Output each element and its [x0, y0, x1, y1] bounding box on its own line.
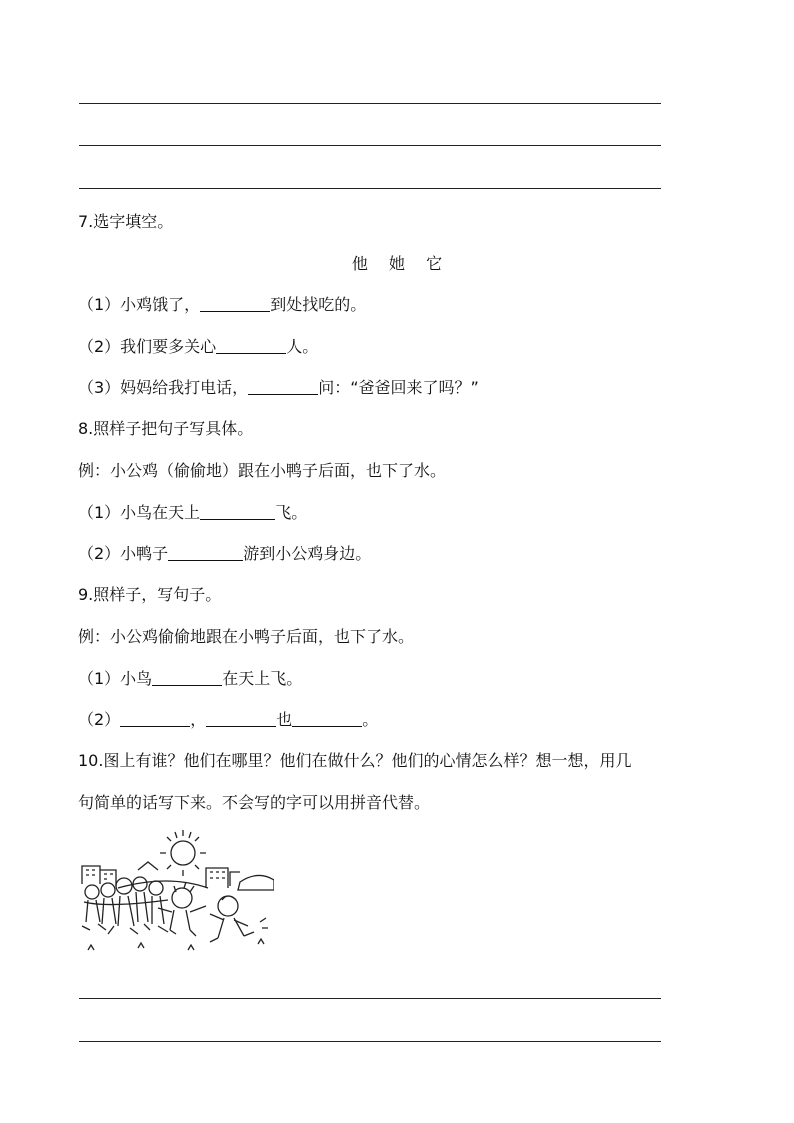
q10-prompt-line-1: 10.图上有谁？他们在哪里？他们在做什么？他们的心情怎么样？想一想，用几 — [78, 751, 632, 770]
q8-item-2: （2）小鸭子 游到小公鸡身边。 — [78, 544, 372, 563]
fill-blank[interactable] — [292, 710, 362, 727]
q8-heading: 8.照样子把句子写具体。 — [78, 419, 254, 438]
q7-item-3: （3）妈妈给我打电话， 问：“爸爸回来了吗？” — [78, 378, 479, 397]
q9-example: 例：小公鸡偷偷地跟在小鸭子后面，也下了水。 — [78, 627, 415, 646]
q9-item-2: （2） ， 也 。 — [78, 710, 379, 729]
fill-blank[interactable] — [216, 337, 286, 354]
choice-word: 他 — [351, 254, 368, 273]
fill-blank[interactable] — [206, 710, 276, 727]
q9-heading: 9.照样子，写句子。 — [78, 585, 222, 604]
q7-item-1: （1）小鸡饿了， 到处找吃的。 — [78, 295, 367, 314]
answer-line[interactable] — [79, 188, 661, 189]
fill-blank[interactable] — [152, 669, 222, 686]
q7-item-2: （2）我们要多关心 人。 — [78, 337, 319, 356]
answer-line[interactable] — [79, 103, 661, 104]
fill-blank[interactable] — [200, 503, 275, 520]
q7-heading: 7.选字填空。 — [78, 212, 174, 231]
q8-item-1: （1）小鸟在天上 飞。 — [78, 503, 308, 522]
choice-word: 她 — [388, 254, 405, 273]
fill-blank[interactable] — [120, 710, 190, 727]
q7-choices — [0, 253, 794, 275]
q8-example: 例：小公鸡（偷偷地）跟在小鸭子后面，也下了水。 — [78, 461, 447, 480]
fill-blank[interactable] — [168, 544, 243, 561]
fill-blank[interactable] — [248, 378, 318, 395]
choice-word: 它 — [426, 254, 443, 273]
answer-line[interactable] — [79, 145, 661, 146]
sun-icon — [171, 841, 195, 865]
children-playing-illustration — [78, 826, 274, 962]
answer-line[interactable] — [79, 998, 661, 999]
q10-prompt-line-2: 句简单的话写下来。不会写的字可以用拼音代替。 — [78, 793, 431, 812]
answer-line[interactable] — [79, 1041, 661, 1042]
q9-item-1: （1）小鸟 在天上飞。 — [78, 669, 303, 688]
fill-blank[interactable] — [200, 295, 270, 312]
